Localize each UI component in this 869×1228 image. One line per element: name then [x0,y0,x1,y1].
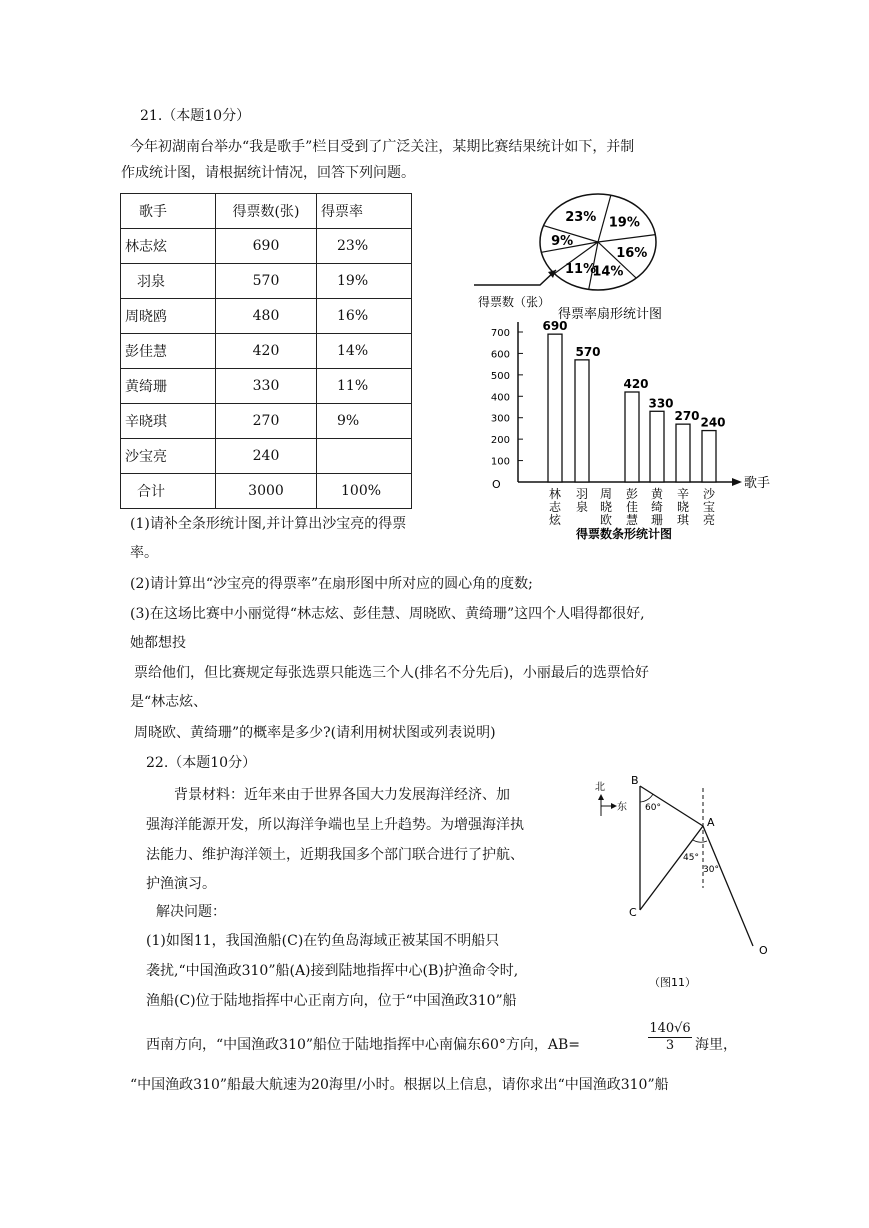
bar-chart [470,292,790,557]
x-tick-label: 佳 [625,500,639,514]
x-axis-arrow [732,478,742,486]
y-tick-label: 400 [490,392,510,404]
bar-value-label: 570 [575,344,601,359]
compass-east-label: 东 [617,802,627,813]
point-O-label: O [759,944,768,957]
q21-sub2: (2)请计算出“沙宝亮的得票率”在扇形图中所对应的圆心角的度数; [130,576,533,592]
x-tick-label: 泉 [575,500,589,514]
q22-p1-line4b: 海里， [695,1037,737,1053]
x-tick-label: 亮 [702,513,716,527]
pie-chart-title: 得票率扇形统计图 [558,307,663,322]
angle-A-arc [693,840,707,842]
bar-value-label: 330 [648,396,674,411]
bar-value-label: 690 [542,319,568,334]
point-C-label: C [629,906,637,919]
x-tick-label: 林 [548,487,562,501]
q21-intro-line1: 今年初湖南台举办“我是歌手”栏目受到了广泛关注，某期比赛结果统计如下，并制 [130,139,635,155]
x-tick-label: 辛 [676,487,690,501]
table-cell: 16% [317,299,412,334]
q22-p1-line4a: 西南方向，“中国渔政310”船位于陆地指挥中心南偏东60°方向，AB= [146,1037,580,1053]
pie-slice-label: 14% [592,264,624,280]
q22-bg-line1: 背景材料：近年来由于世界各国大力发展海洋经济、加 [174,787,510,803]
table-cell: 辛晓琪 [121,404,216,439]
pie-slice-edge [598,235,655,242]
figure-caption: （图11） [649,976,696,989]
table-cell: 羽泉 [121,264,216,299]
table-cell: 9% [317,404,412,439]
table-cell: 690 [216,229,317,264]
table-cell: 14% [317,334,412,369]
table-cell: 23% [317,229,412,264]
pie-chart [468,190,688,300]
q21-intro-line2: 作成统计图，请根据统计情况，回答下列问题。 [121,165,415,181]
table-row [121,369,412,404]
bar-value-label: 270 [674,409,700,424]
x-tick-label: 沙 [702,487,716,501]
bar-value-label: 420 [623,377,649,391]
y-tick-label: 700 [490,328,510,339]
bar [548,334,562,482]
table-cell: 330 [216,369,317,404]
table-row [121,229,412,264]
table-row [121,334,412,369]
q21-sub1-line2: 率。 [130,545,158,561]
y-tick-label: 100 [490,456,510,468]
table-row [121,404,412,439]
line-CA [640,826,703,910]
q22-bg-line3: 法能力、维护海洋领土，近期我国多个部门联合进行了护航、 [146,847,524,863]
compass-north-arrow [598,794,604,800]
fraction-denominator: 3 [648,1037,692,1054]
pie-pointer-arrow [474,270,556,285]
q22-p1-line2: 袭扰,“中国渔政310”船(A)接到陆地指挥中心(B)护渔命令时, [146,963,519,979]
x-tick-label: 羽 [575,487,589,501]
bar [702,431,716,482]
angle-B-arc [640,794,653,802]
pie-slice-label: 19% [608,215,640,231]
x-axis-label: 歌手 [744,476,771,491]
table-header-cell: 得票率 [317,194,412,229]
table-cell: 19% [317,264,412,299]
origin-label: O [492,478,501,491]
table-cell: 沙宝亮 [121,439,216,474]
pie-slice-label: 9% [551,234,574,250]
table-header-cell: 歌手 [121,194,216,229]
fraction [648,1021,692,1054]
fraction-numerator: 140√6 [649,1021,691,1036]
table-cell: 420 [216,334,317,369]
x-tick-label: 宝 [702,500,716,514]
y-tick-label: 300 [490,413,510,425]
point-A-label: A [707,816,715,829]
x-tick-label: 炫 [548,513,562,527]
pie-slice-label: 11% [565,262,597,278]
table-cell: 240 [216,439,317,474]
bar [650,411,664,482]
q22-bg-line2: 强海洋能源开发，所以海洋争端也呈上升趋势。为增强海洋执 [146,817,524,833]
q22-bg-line4: 护渔演习。 [146,876,216,892]
x-tick-label: 彭 [625,487,639,501]
angle-B-label: 60° [645,803,661,813]
figure-11 [585,768,785,998]
x-tick-label: 琪 [676,513,690,527]
q21-sub1-line1: (1)请补全条形统计图,并计算出沙宝亮的得票 [130,516,407,532]
q21-sub3-line4: 是“林志炫、 [130,694,208,710]
q22-p1-line1: (1)如图11，我国渔船(C)在钓鱼岛海域正被某国不明船只 [146,933,500,949]
bar-value-label: 240 [700,415,726,430]
q21-sub3-line2: 她都想投 [130,635,186,651]
table-cell: 黄绮珊 [121,369,216,404]
table-header-cell: 得票数(张) [216,194,317,229]
q22-solve: 解决问题： [156,904,226,920]
table-cell: 3000 [216,474,317,509]
point-B-label: B [631,774,639,787]
pie-slice-label: 23% [565,209,597,225]
y-tick-label: 200 [490,435,510,447]
table-cell: 彭佳慧 [121,334,216,369]
table-cell: 周晓鸥 [121,299,216,334]
table-row [121,299,412,334]
x-tick-label: 志 [548,500,562,514]
table-cell: 合计 [121,474,216,509]
x-tick-label: 周 [599,487,613,501]
q22-p1-line3: 渔船(C)位于陆地指挥中心正南方向，位于“中国渔政310”船 [146,993,517,1009]
y-tick-label: 600 [490,349,510,361]
x-tick-label: 欧 [599,513,613,527]
table-row [121,474,412,509]
q21-sub3-line3: 票给他们，但比赛规定每张选票只能选三个人(排名不分先后)，小丽最后的选票恰好 [134,665,649,681]
table-cell: 100% [317,474,412,509]
table-cell: 480 [216,299,317,334]
y-tick-label: 500 [490,370,510,382]
y-axis-label: 得票数（张） [478,295,551,309]
x-tick-label: 晓 [676,500,690,514]
table-cell [317,439,412,474]
table-cell: 林志炫 [121,229,216,264]
q21-sub3-line5: 周晓欧、黄绮珊”的概率是多少?(请利用树状图或列表说明) [134,725,496,741]
table-cell: 570 [216,264,317,299]
bar [575,360,589,482]
line-AO [703,826,753,946]
bar [625,392,639,482]
x-tick-label: 慧 [625,513,639,527]
table-row [121,439,412,474]
x-tick-label: 黄 [650,487,664,501]
pie-slice-label: 16% [616,246,648,262]
angle-A-label: 45° [683,853,699,863]
table-row [121,264,412,299]
table-header-row [121,194,412,229]
q22-p1-line5: “中国渔政310”船最大航速为20海里/小时。根据以上信息，请你求出“中国渔政310”船 [130,1077,669,1093]
q21-heading: 21.（本题10分） [140,108,251,124]
table-cell: 270 [216,404,317,439]
compass-north-label: 北 [595,782,605,793]
x-tick-label: 绮 [650,500,664,514]
x-tick-label: 晓 [599,500,613,514]
bar [676,424,690,482]
x-tick-label: 珊 [650,513,664,527]
vote-table [120,193,412,509]
angle-south-label: 30° [703,865,719,875]
q21-sub3-line1: (3)在这场比赛中小丽觉得“林志炫、彭佳慧、周晓欧、黄绮珊”这四个人唱得都很好, [130,606,645,622]
table-cell: 11% [317,369,412,404]
bar-chart-title: 得票数条形统计图 [576,527,673,541]
q22-heading: 22.（本题10分） [146,755,257,771]
